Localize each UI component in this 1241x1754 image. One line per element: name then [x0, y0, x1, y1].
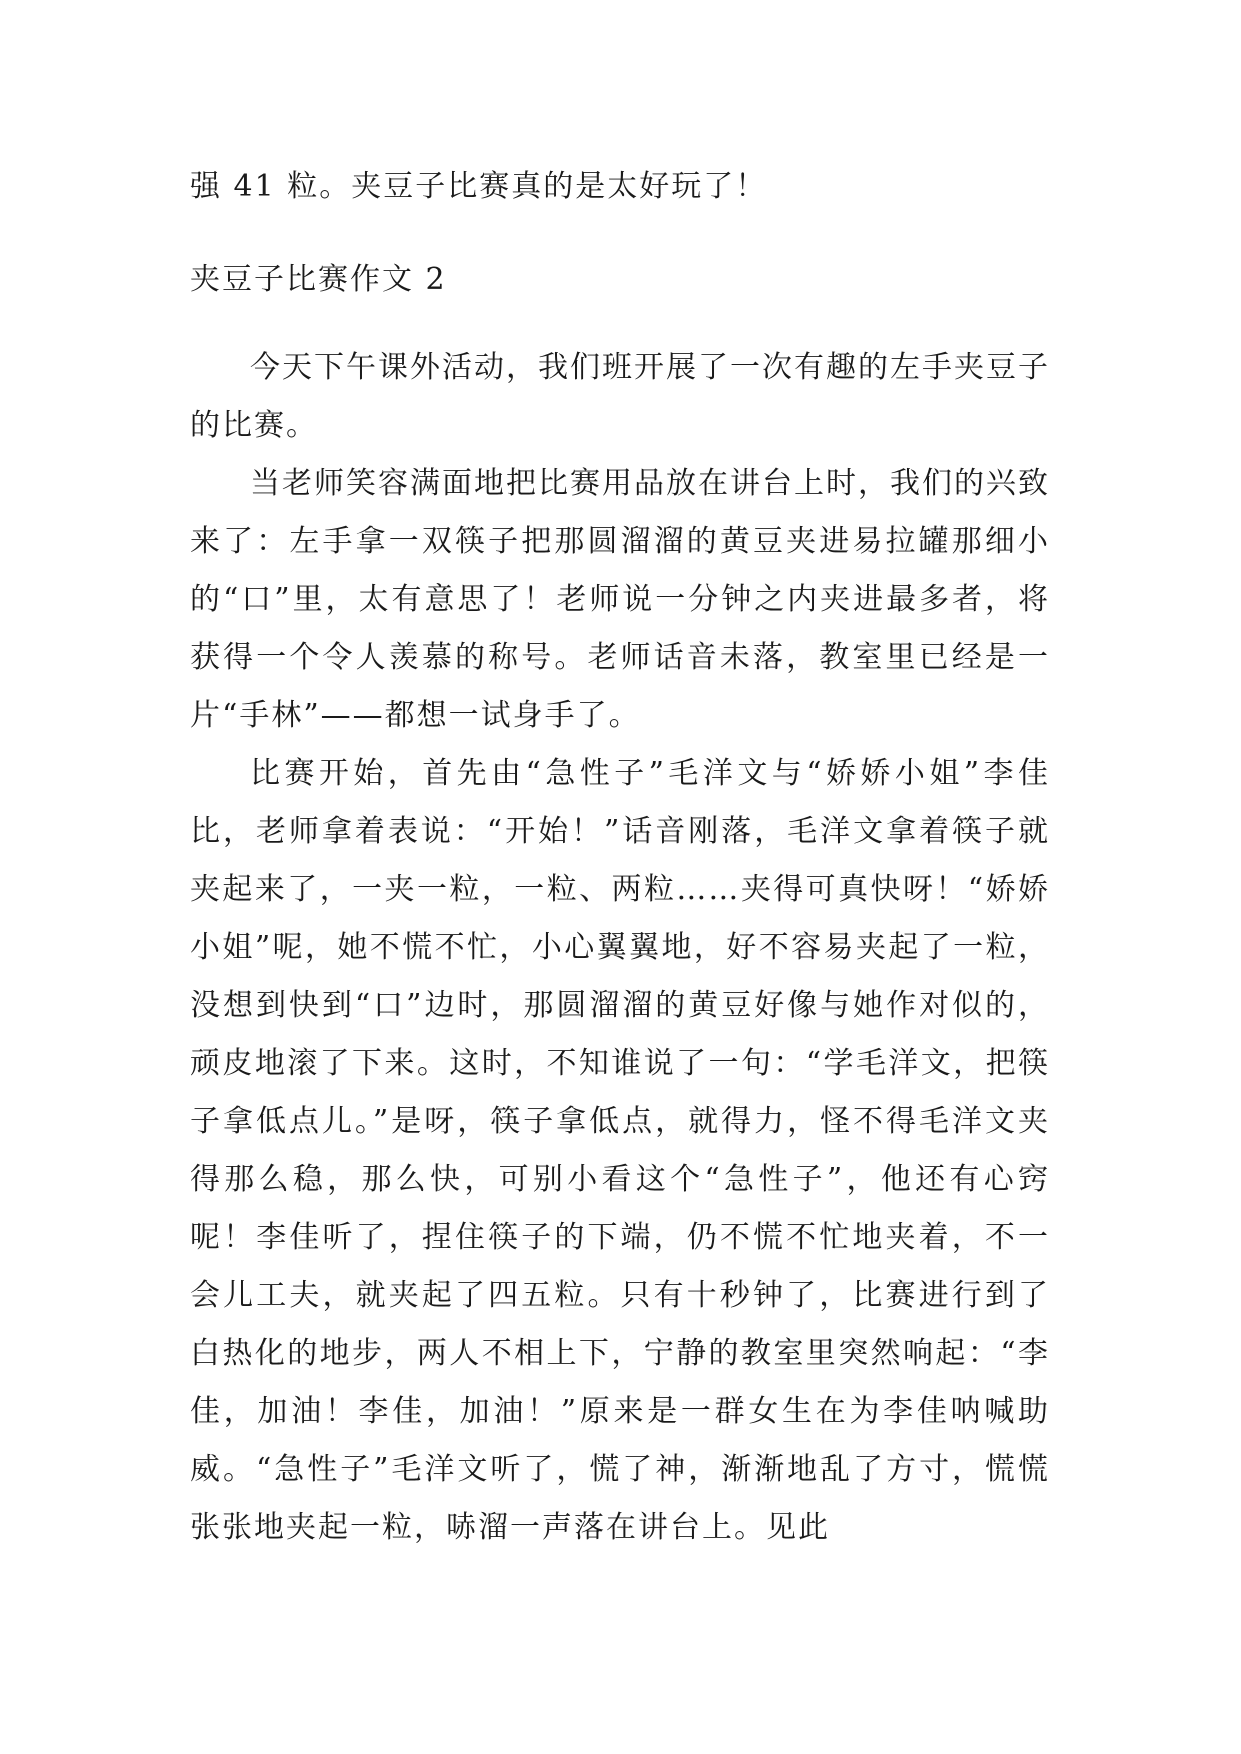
paragraph-2: 当老师笑容满面地把比赛用品放在讲台上时，我们的兴致来了：左手拿一双筷子把那圆溜溜的黄豆夹进易拉罐那细小的“口”里，太有意思了！老师说一分钟之内夹进最多者，将获得一个令人羡慕的称号。老师话音未落，教室里已经是一片“手林”——都想一试身手了。: [190, 466, 1050, 733]
intro-paragraph: [190, 158, 1050, 216]
paragraph-3: 比赛开始，首先由“急性子”毛洋文与“娇娇小姐”李佳比，老师拿着表说：“开始！”话音刚落，毛洋文拿着筷子就夹起来了，一夹一粒，一粒、两粒……夹得可真快呀！“娇娇小姐”呢，她不慌不忙，小心翼翼地，好不容易夹起了一粒，没想到快到“口”边时，那圆溜溜的黄豆好像与她作对似的，顽皮地滚了下来。这时，不知谁说了一句：“学毛洋文，把筷子拿低点儿。”是呀，筷子拿低点，就得力，怪不得毛洋文夹得那么稳，那么快，可别小看这个“急性子”，他还有心窍呢！李佳听了，捏住筷子的下端，仍不慌不忙地夹着，不一会儿工夫，就夹起了四五粒。只有十秒钟了，比赛进行到了白热化的地步，两人不相上下，宁静的教室里突然响起：“李佳，加油！李佳，加油！”原来是一群女生在为李佳呐喊助威。“急性子”毛洋文听了，慌了神，渐渐地乱了方寸，慌慌张张地夹起一粒，哧溜一声落在讲台上。见此: [190, 756, 1050, 1545]
essay-title: 夹豆子比赛作文 2: [190, 262, 447, 297]
intro-line: 强 41 粒。夹豆子比赛真的是太好玩了！: [190, 169, 768, 204]
essay-body: [190, 339, 1050, 1557]
paragraph-1: 今天下午课外活动，我们班开展了一次有趣的左手夹豆子的比赛。: [190, 350, 1050, 443]
